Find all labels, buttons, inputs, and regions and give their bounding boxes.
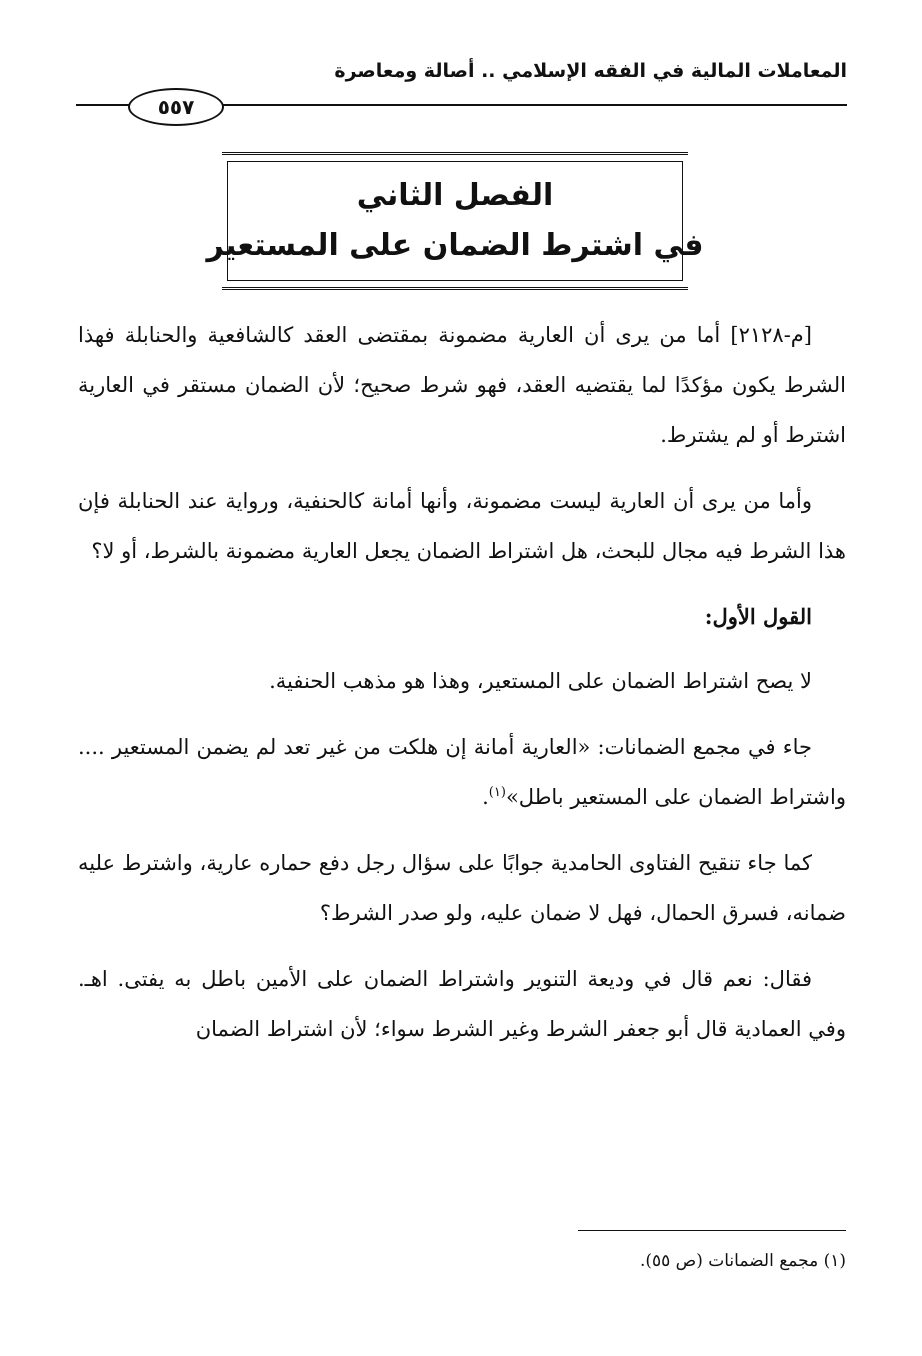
section-heading-first-opinion: القول الأول: [704, 604, 812, 629]
chapter-subtitle: في اشترط الضمان على المستعير [206, 228, 704, 263]
paragraph-2: وأما من يرى أن العارية ليست مضمونة، وأنها أمانة كالحنفية، ورواية عند الحنابلة فإن هذا الشرط فيه مجال للبحث، هل اشتراط الضمان يجعل العارية مضمونة بالشرط، أو لا؟ [78, 489, 846, 563]
paragraph-1: [م-٢١٢٨] أما من يرى أن العارية مضمونة بمقتضى العقد كالشافعية والحنابلة فهذا الشرط يكون مؤكدًا لما يقتضيه العقد، فهو شرط صحيح؛ لأن الضمان مستقر في العارية اشترط أو لم يشترط. [78, 323, 846, 447]
paragraph-4-end: . [482, 785, 489, 809]
footnote-ref-1[interactable]: (١) [488, 785, 506, 800]
chapter-title-inner-frame [206, 161, 704, 281]
running-head-title: المعاملات المالية في الفقه الإسلامي .. أصالة ومعاصرة [334, 60, 847, 82]
paragraph-5: كما جاء تنقيح الفتاوى الحامدية جوابًا على سؤال رجل دفع حماره عارية، واشترط عليه ضمانه، فسرق الحمال، فهل لا ضمان عليه، ولو صدر الشرط؟ [78, 851, 846, 925]
paragraph-6: فقال: نعم قال في وديعة التنوير واشتراط الضمان على الأمين باطل به يفتى. اهـ. وفي العمادية قال أبو جعفر الشرط وغير الشرط سواء؛ لأن اشتراط الضمان [78, 967, 846, 1041]
footnote-rule [578, 1230, 846, 1231]
footnote-1: (١) مجمع الضمانات (ص ٥٥). [639, 1251, 846, 1271]
body-text [78, 310, 846, 1070]
page-number: ٥٥٧ [128, 88, 224, 126]
chapter-title: الفصل الثاني [356, 178, 554, 213]
paragraph-4 [78, 722, 846, 822]
paragraph-4-text: جاء في مجمع الضمانات: «العارية أمانة إن هلكت من غير تعد لم يضمن المستعير .... واشتراط الضمان على المستعير باطل» [78, 735, 846, 809]
paragraph-3: لا يصح اشتراط الضمان على المستعير، وهذا هو مذهب الحنفية. [269, 669, 812, 693]
chapter-title-frame [206, 152, 704, 290]
